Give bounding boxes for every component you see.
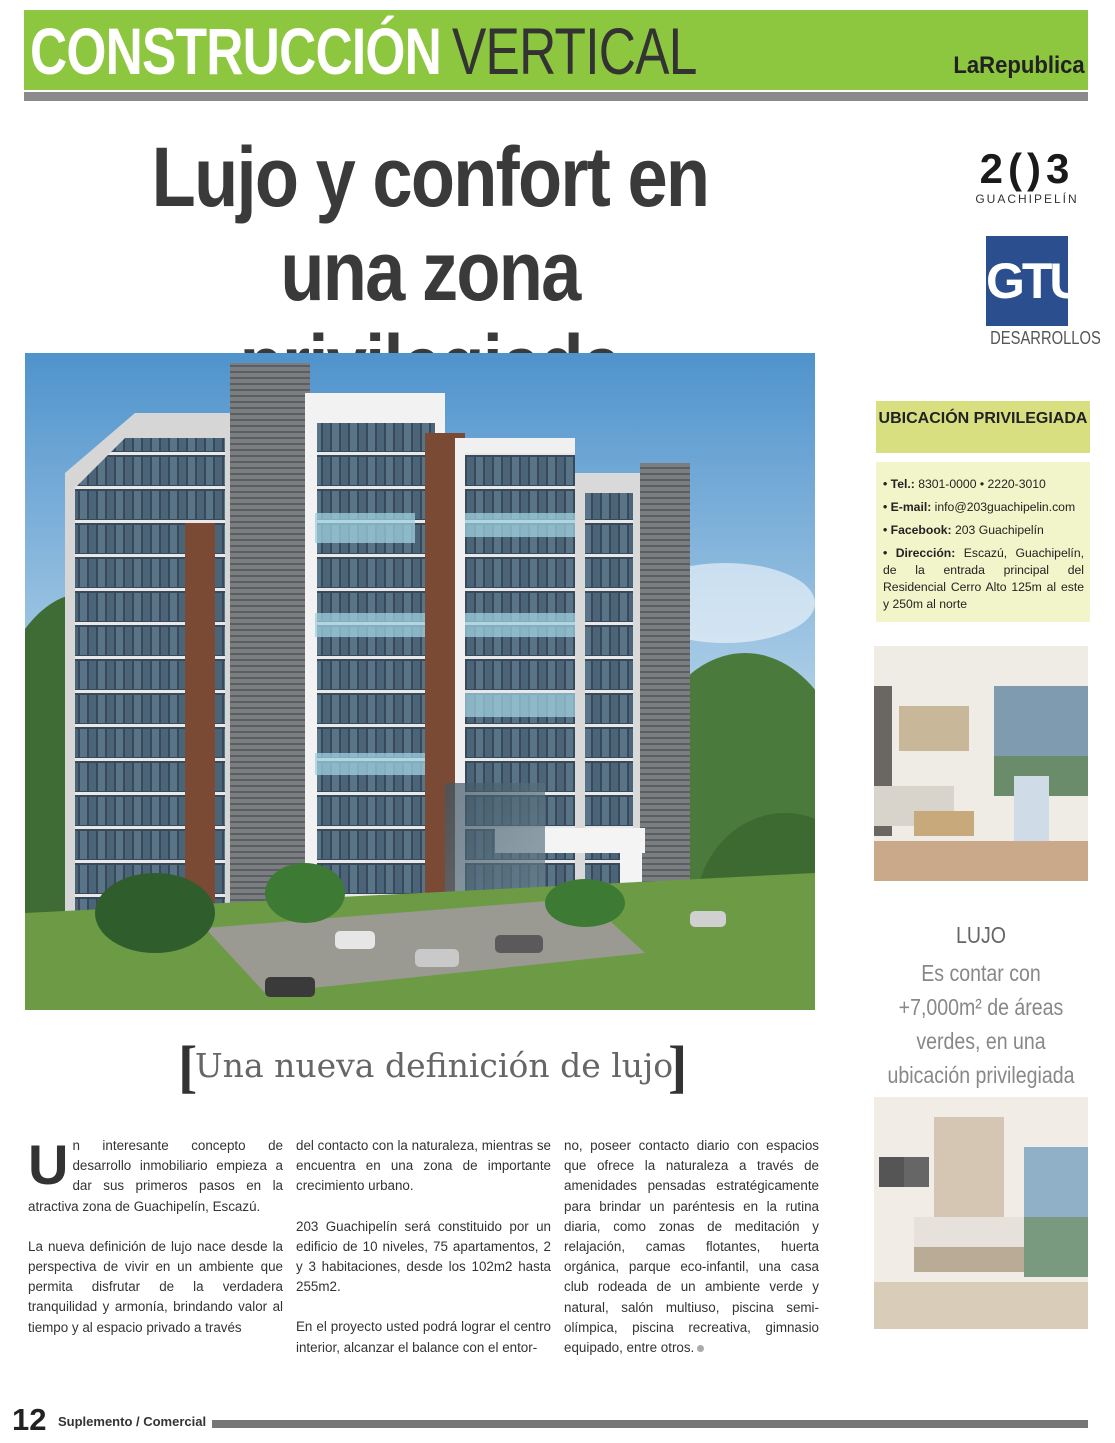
pull-subtitle-text: Una nueva definición de lujo	[194, 1046, 674, 1085]
contact-address-label: • Dirección:	[883, 546, 956, 560]
headline: Lujo y confort en una zona	[151, 130, 709, 318]
article-text: n interesante concepto de desarrollo inmobiliario empieza a dar sus primeros pasos en la atractiva zona de Guachipelín, Escazú.	[28, 1138, 283, 1214]
contact-facebook	[883, 522, 1084, 539]
lujo-title: LUJO	[956, 922, 1006, 948]
location-box-title: UBICACIÓN PRIVILEGIADA	[876, 401, 1090, 453]
brand-logo-text: LaRepublica	[953, 52, 1085, 79]
contact-phone-label: • Tel.:	[883, 477, 915, 491]
header-divider	[24, 92, 1088, 101]
bedroom-image	[874, 1097, 1088, 1329]
contact-facebook-label: • Facebook:	[883, 523, 952, 537]
project-logo-name: GUACHIPELÍN	[975, 192, 1079, 206]
footer-section-label: Suplemento / Comercial	[58, 1414, 207, 1429]
project-logo-number: 2()3	[979, 145, 1075, 192]
contact-address-value: Escazú, Guachipelín, de la entrada principal del Residencial Cerro Alto 125m al este y 250m al norte	[883, 546, 1084, 611]
contact-phone	[883, 476, 1084, 493]
drop-cap: U	[28, 1133, 69, 1196]
developer-logo: GTU	[986, 236, 1068, 326]
contact-email-label: • E-mail:	[883, 500, 932, 514]
bracket-left: [	[178, 1034, 198, 1099]
contact-phone-value: 8301-0000 • 2220-3010	[914, 477, 1046, 491]
lujo-description: Es contar con +7,000m² de áreas verdes, en una ubicación privilegiada	[887, 960, 1075, 1088]
contact-email	[883, 499, 1084, 516]
end-mark-icon	[697, 1345, 704, 1352]
contact-info-box	[876, 462, 1090, 622]
living-room-svg	[874, 646, 1088, 881]
living-room-image	[874, 646, 1088, 881]
building-rendering-svg	[25, 353, 815, 1010]
developer-logo-sub: DESARROLLOS	[990, 328, 1101, 348]
article-paragraph: La nueva definición de lujo nace desde la perspectiva de vivir en un ambiente que permita disfrutar de la verdadera tranquilidad y armonía, brindando valor al tiempo y al espacio privado a través	[28, 1238, 283, 1335]
article-paragraph: del contacto con la naturaleza, mientras se encuentra en una zona de importante crecimiento urbano.	[296, 1138, 551, 1194]
article-text: no, poseer contacto diario con espacios que ofrece la naturaleza a través de amenidades pensadas estratégicamente para brindar un paréntesis en la rutina diaria, como zonas de meditación y relajación, camas flotantes, huerta orgánica, parque eco-infantil, una casa club rodeada de un ambiente verde y natural, salón multiuso, piscina semi-olímpica, piscina recreativa, gimnasio equipado, entre otros.	[564, 1138, 819, 1356]
footer-bar	[212, 1420, 1088, 1428]
page-number: 12	[12, 1402, 47, 1437]
bedroom-svg	[874, 1097, 1088, 1329]
section-title-bold: CONSTRUCCIÓN	[30, 14, 442, 88]
article-column-2	[296, 1136, 551, 1378]
contact-email-value[interactable]: info@203guachipelin.com	[931, 500, 1076, 514]
section-title	[30, 16, 697, 86]
section-title-light: VERTICAL	[451, 14, 697, 88]
article-paragraph	[28, 1133, 283, 1217]
article-column-3	[564, 1136, 819, 1378]
contact-address	[883, 545, 1084, 613]
building-rendering-image	[25, 353, 815, 1010]
brand-logo	[925, 48, 1085, 84]
article-paragraph: 203 Guachipelín será constituido por un edificio de 10 niveles, 75 apartamentos, 2 y 3 habitaciones, desde los 102m2 hasta 255m2.	[296, 1218, 551, 1295]
contact-facebook-value: 203 Guachipelín	[951, 523, 1044, 537]
article-paragraph	[564, 1136, 819, 1358]
project-logo	[972, 146, 1082, 206]
article-column-1	[28, 1133, 283, 1358]
pull-subtitle	[178, 1034, 688, 1099]
bracket-right: ]	[668, 1034, 688, 1099]
article-paragraph: En el proyecto usted podrá lograr el centro interior, alcanzar el balance con el entor-	[296, 1319, 551, 1355]
